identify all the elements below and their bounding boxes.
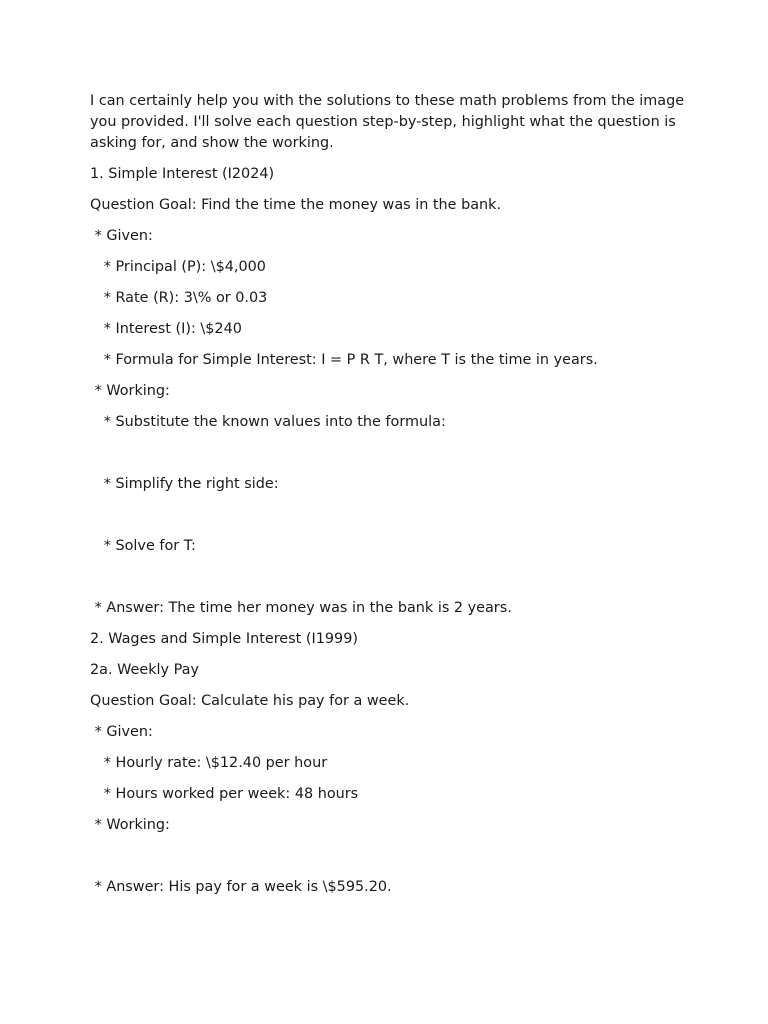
section-heading-simple-interest: 1. Simple Interest (I2024) (90, 166, 275, 182)
content-lines (90, 164, 690, 908)
working-label-2a: * Working: (90, 817, 170, 833)
given-label-1: * Given: (90, 228, 153, 244)
given-interest: * Interest (I): \$240 (90, 321, 242, 337)
question-goal-2a: Question Goal: Calculate his pay for a week. (90, 693, 410, 709)
answer-1: * Answer: The time her money was in the bank is 2 years. (90, 600, 512, 616)
given-formula: * Formula for Simple Interest: I = P R T, where T is the time in years. (90, 352, 598, 368)
blank-line (90, 505, 690, 536)
answer-2a: * Answer: His pay for a week is \$595.20. (90, 879, 392, 895)
working-step-substitute: * Substitute the known values into the formula: (90, 414, 446, 430)
given-principal: * Principal (P): \$4,000 (90, 259, 266, 275)
working-step-solve: * Solve for T: (90, 538, 196, 554)
given-rate: * Rate (R): 3\% or 0.03 (90, 290, 268, 306)
section-heading-wages: 2. Wages and Simple Interest (I1999) (90, 631, 358, 647)
subsection-heading-weekly-pay: 2a. Weekly Pay (90, 662, 200, 678)
blank-line (90, 567, 690, 598)
working-label-1: * Working: (90, 383, 170, 399)
question-goal-1: Question Goal: Find the time the money was in the bank. (90, 197, 502, 213)
document-body (90, 91, 690, 908)
blank-line (90, 846, 690, 877)
blank-line (90, 443, 690, 474)
intro-paragraph: I can certainly help you with the solutions to these math problems from the image you provided. I'll solve each question step-by-step, highlight what the question is asking for, and show the working. (90, 93, 689, 151)
given-hourly-rate: * Hourly rate: \$12.40 per hour (90, 755, 328, 771)
given-label-2a: * Given: (90, 724, 153, 740)
given-hours-worked: * Hours worked per week: 48 hours (90, 786, 359, 802)
working-step-simplify: * Simplify the right side: (90, 476, 279, 492)
